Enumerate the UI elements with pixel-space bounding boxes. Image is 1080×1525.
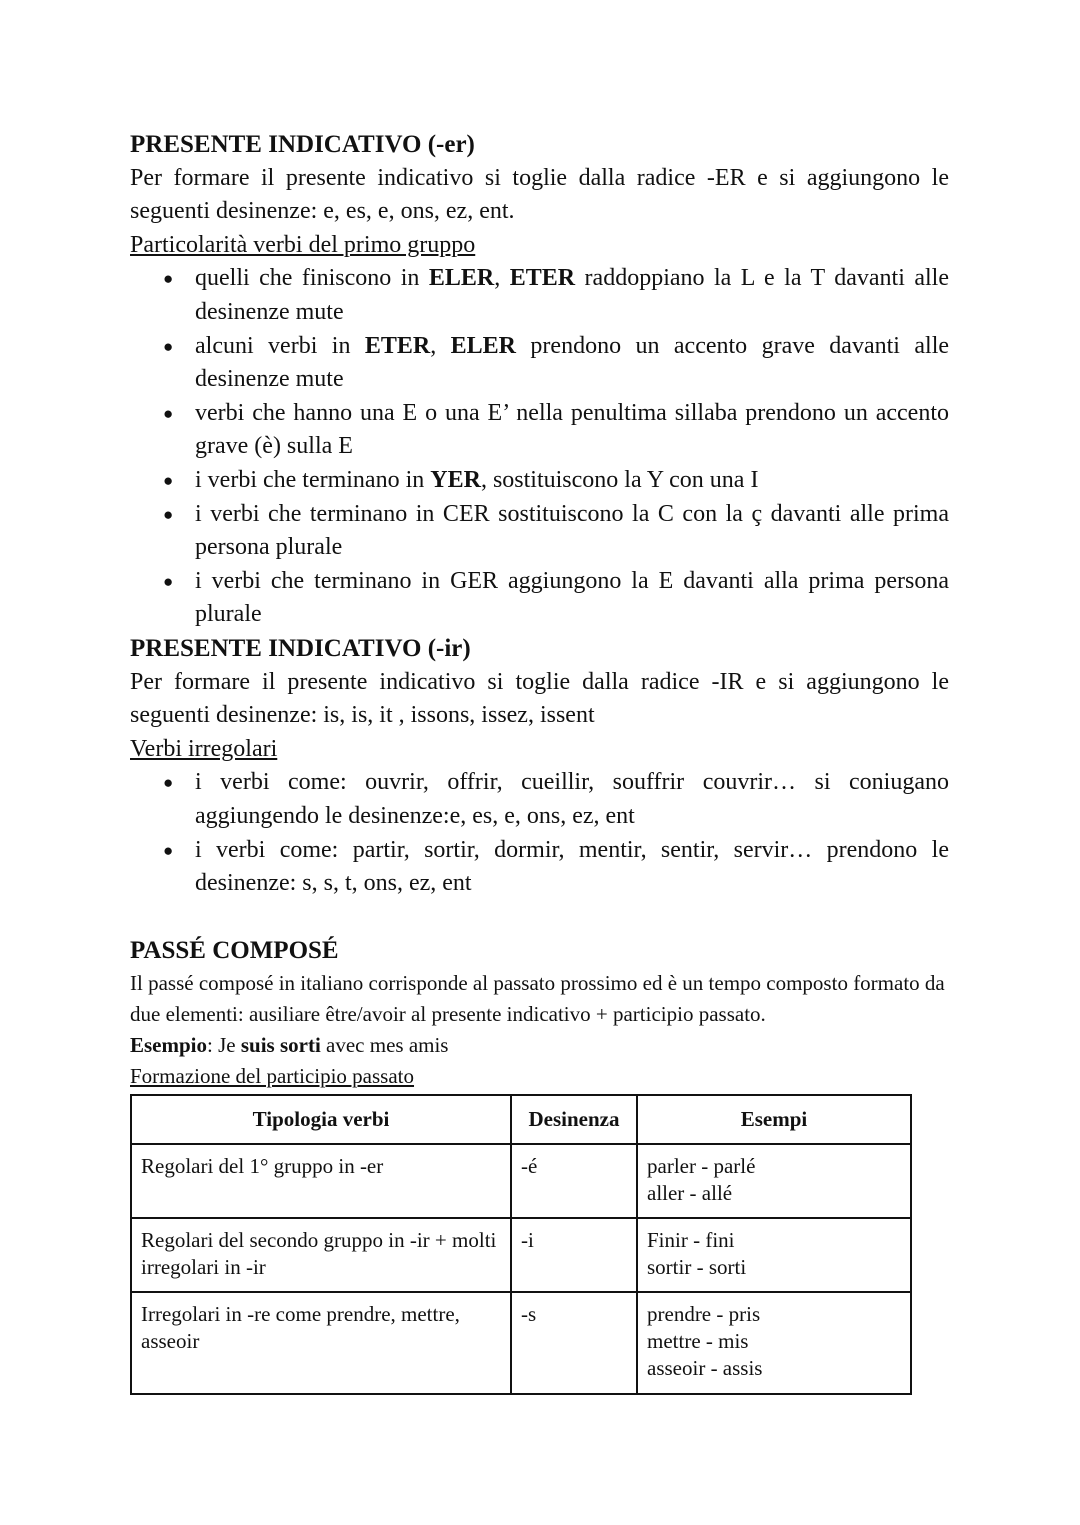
subheading: Particolarità verbi del primo gruppo xyxy=(130,231,476,258)
table-row: Regolari del secondo gruppo in -ir + molti irregolari in -ir -i Finir - fini sortir - sorti xyxy=(131,1218,911,1292)
paragraph: Per formare il presente indicativo si toglie dalla radice -IR e si aggiungono le seguenti desinenze: is, is, it , issons, issez, issent xyxy=(130,668,949,729)
section-passe-compose xyxy=(130,934,949,1092)
paragraph: Il passé composé in italiano corrisponde al passato prossimo ed è un tempo composto formato da due elementi: ausiliare être/avoir al presente indicativo + participio passato. xyxy=(130,971,945,1026)
paragraph: Per formare il presente indicativo si toglie dalla radice -ER e si aggiungono le seguenti desinenze: e, es, e, ons, ez, ent. xyxy=(130,164,949,225)
heading: PRESENTE INDICATIVO (-er) xyxy=(130,131,475,158)
participle-table xyxy=(130,1094,912,1395)
subheading: Verbi irregolari xyxy=(130,735,278,762)
section-present-ir xyxy=(130,632,949,901)
bullet-list xyxy=(130,766,949,900)
heading: PRESENTE INDICATIVO (-ir) xyxy=(130,635,471,662)
list-item: ● i verbi che terminano in GER aggiungono la E davanti alla prima persona plurale xyxy=(195,565,949,632)
list-item: ● i verbi come: partir, sortir, dormir, mentir, sentir, servir… prendono le desinenze: s, s, t, ons, ez, ent xyxy=(195,834,949,901)
bullet-list xyxy=(130,262,949,632)
list-item: ● verbi che hanno una E o una E’ nella penultima sillaba prendono un accento grave (è) sulla E xyxy=(195,397,949,464)
list-item: ● alcuni verbi in ETER, ELER prendono un accento grave davanti alle desinenze mute xyxy=(195,330,949,397)
table-row: Regolari del 1° gruppo in -er -é parler - parlé aller - allé xyxy=(131,1144,911,1218)
list-item: ● i verbi che terminano in YER, sostituiscono la Y con una I xyxy=(195,464,949,498)
example: Esempio: Je suis sorti avec mes amis xyxy=(130,1033,449,1057)
list-item: ● i verbi come: ouvrir, offrir, cueillir, souffrir couvrir… si coniugano aggiungendo le desinenze:e, es, e, ons, ez, ent xyxy=(195,766,949,833)
list-item: ● i verbi che terminano in CER sostituiscono la C con la ç davanti alle prima persona plurale xyxy=(195,498,949,565)
subheading: Formazione del participio passato xyxy=(130,1064,415,1088)
table-header: Tipologia verbi Desinenza Esempi xyxy=(131,1095,911,1144)
list-item: ● quelli che finiscono in ELER, ETER raddoppiano la L e la T davanti alle desinenze mute xyxy=(195,262,949,329)
table-row: Irregolari in -re come prendre, mettre, asseoir -s prendre - pris mettre - mis asseoir - assis xyxy=(131,1292,911,1394)
section-present-er xyxy=(130,128,949,632)
heading: PASSÉ COMPOSÉ xyxy=(130,937,339,964)
